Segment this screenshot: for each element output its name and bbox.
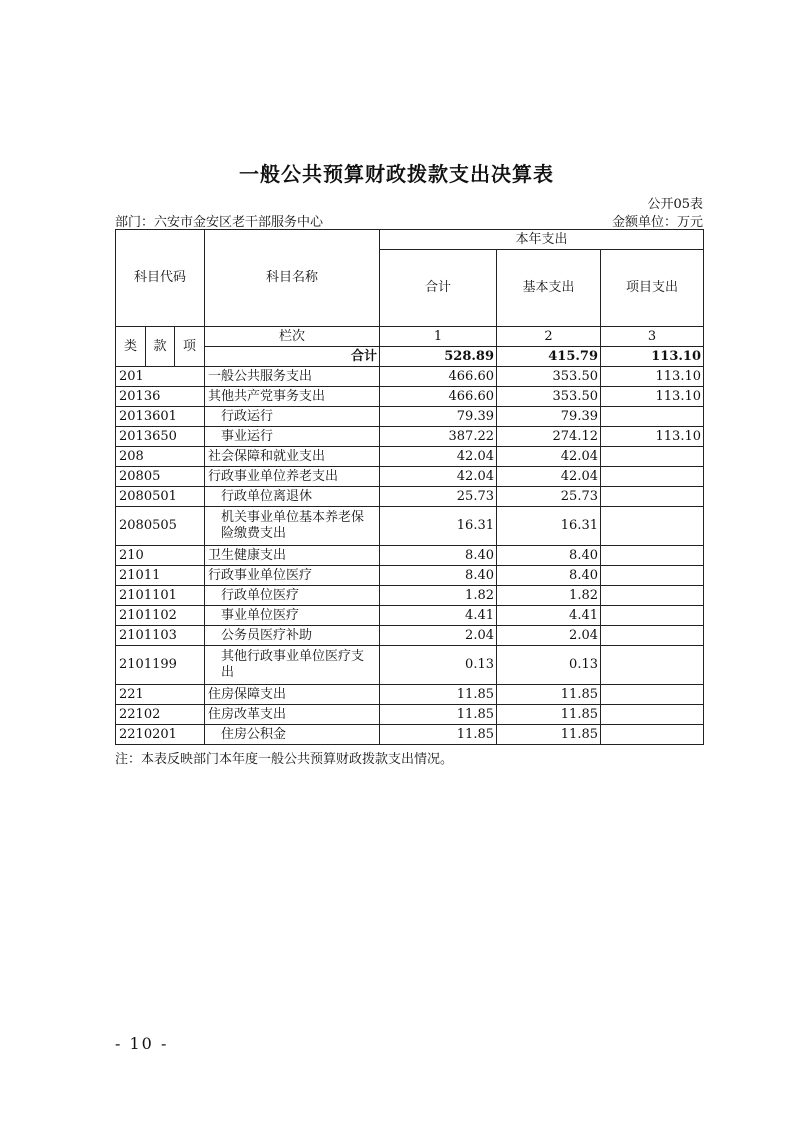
total-cell: 11.85 [380,685,497,705]
basic-expense-cell: 8.40 [497,546,601,566]
subject-code-cell: 21011 [116,566,205,586]
basic-expense-cell: 16.31 [497,507,601,546]
subject-code-cell: 20805 [116,467,205,487]
page-title: 一般公共预算财政拨款支出决算表 [239,162,554,186]
subject-name-cell: 住房改革支出 [205,705,380,725]
subject-name-cell: 行政单位医疗 [205,586,380,606]
subject-name-cell: 一般公共服务支出 [205,367,380,387]
project-expense-cell [601,447,704,467]
subject-code-cell: 210 [116,546,205,566]
subject-name-header: 科目名称 [205,230,380,327]
table-row [116,606,704,626]
project-expense-cell [601,586,704,606]
total-cell: 1.82 [380,586,497,606]
table-row [116,427,704,447]
project-expense-cell [601,507,704,546]
basic-expense-header: 基本支出 [497,250,601,327]
project-expense-cell [601,705,704,725]
total-cell: 25.73 [380,487,497,507]
table-row [116,447,704,467]
expenditure-table [115,229,704,745]
subject-code-cell: 2080501 [116,487,205,507]
total-cell: 387.22 [380,427,497,447]
total-row-total: 528.89 [380,347,497,367]
column-index-2: 2 [497,327,601,347]
total-row [116,347,704,367]
total-cell: 16.31 [380,507,497,546]
subject-code-cell: 22102 [116,705,205,725]
table-row [116,626,704,646]
subject-code-cell: 2080505 [116,507,205,546]
column-index-1: 1 [380,327,497,347]
subject-code-header: 科目代码 [116,230,205,327]
subject-name-cell: 事业单位医疗 [205,606,380,626]
subject-code-cell: 20136 [116,387,205,407]
subject-code-cell: 221 [116,685,205,705]
basic-expense-cell: 274.12 [497,427,601,447]
total-cell: 11.85 [380,705,497,725]
subject-name-cell: 住房保障支出 [205,685,380,705]
basic-expense-cell: 42.04 [497,467,601,487]
total-row-project: 113.10 [601,347,704,367]
page-number: - 10 - [115,1034,169,1053]
table-row [116,566,704,586]
table-row [116,705,704,725]
basic-expense-cell: 353.50 [497,367,601,387]
total-cell: 42.04 [380,447,497,467]
basic-expense-cell: 11.85 [497,685,601,705]
project-expense-cell [601,646,704,685]
subject-name-cell: 其他共产党事务支出 [205,387,380,407]
basic-expense-cell: 79.39 [497,407,601,427]
project-expense-cell [601,546,704,566]
project-expense-cell [601,487,704,507]
project-expense-cell [601,467,704,487]
table-row [116,586,704,606]
basic-expense-cell: 8.40 [497,566,601,586]
total-cell: 466.60 [380,367,497,387]
basic-expense-cell: 42.04 [497,447,601,467]
subject-code-cell: 2013650 [116,427,205,447]
total-cell: 8.40 [380,566,497,586]
subject-code-cell: 208 [116,447,205,467]
project-expense-cell [601,407,704,427]
table-note: 注：本表反映部门本年度一般公共预算财政拨款支出情况。 [115,752,454,767]
subject-name-cell: 卫生健康支出 [205,546,380,566]
table-row [116,685,704,705]
total-cell: 11.85 [380,725,497,745]
total-header: 合计 [380,250,497,327]
subject-name-cell: 公务员医疗补助 [205,626,380,646]
basic-expense-cell: 11.85 [497,725,601,745]
subject-name-cell: 其他行政事业单位医疗支出 [205,646,380,685]
table-row [116,387,704,407]
project-expense-cell [601,685,704,705]
table-row [116,407,704,427]
total-cell: 42.04 [380,467,497,487]
department-label: 部门：六安市金安区老干部服务中心 [115,215,324,230]
table-row [116,367,704,387]
project-expense-cell [601,626,704,646]
column-index-3: 3 [601,327,704,347]
subject-name-cell: 行政运行 [205,407,380,427]
amount-unit-label: 金额单位：万元 [611,215,703,230]
project-expense-cell: 113.10 [601,387,704,407]
header-row-1 [116,230,704,250]
column-index-label: 栏次 [205,327,380,347]
basic-expense-cell: 2.04 [497,626,601,646]
project-expense-header: 项目支出 [601,250,704,327]
subject-code-cell: 2101103 [116,626,205,646]
project-expense-cell [601,606,704,626]
xiang-header: 项 [175,327,205,367]
subject-name-cell: 行政事业单位养老支出 [205,467,380,487]
project-expense-cell [601,725,704,745]
basic-expense-cell: 25.73 [497,487,601,507]
subject-name-cell: 事业运行 [205,427,380,447]
total-cell: 4.41 [380,606,497,626]
total-row-basic: 415.79 [497,347,601,367]
subject-code-cell: 2101101 [116,586,205,606]
total-cell: 0.13 [380,646,497,685]
basic-expense-cell: 353.50 [497,387,601,407]
subject-code-cell: 2210201 [116,725,205,745]
basic-expense-cell: 4.41 [497,606,601,626]
table-row [116,507,704,546]
lei-header: 类 [116,327,146,367]
basic-expense-cell: 11.85 [497,705,601,725]
subject-code-cell: 201 [116,367,205,387]
project-expense-cell: 113.10 [601,367,704,387]
table-row [116,725,704,745]
kuan-header: 款 [146,327,175,367]
table-row [116,546,704,566]
table-row [116,467,704,487]
form-number: 公开05表 [647,197,703,212]
subject-code-cell: 2101199 [116,646,205,685]
basic-expense-cell: 0.13 [497,646,601,685]
total-cell: 2.04 [380,626,497,646]
year-expense-header: 本年支出 [380,230,704,250]
subject-code-cell: 2101102 [116,606,205,626]
subject-name-cell: 住房公积金 [205,725,380,745]
subject-code-cell: 2013601 [116,407,205,427]
total-cell: 466.60 [380,387,497,407]
total-cell: 79.39 [380,407,497,427]
project-expense-cell [601,566,704,586]
basic-expense-cell: 1.82 [497,586,601,606]
total-row-label: 合计 [205,347,380,367]
subject-name-cell: 机关事业单位基本养老保险缴费支出 [205,507,380,546]
subject-name-cell: 行政事业单位医疗 [205,566,380,586]
table-row [116,646,704,685]
project-expense-cell: 113.10 [601,427,704,447]
subject-name-cell: 社会保障和就业支出 [205,447,380,467]
subject-name-cell: 行政单位离退休 [205,487,380,507]
table-row [116,487,704,507]
total-cell: 8.40 [380,546,497,566]
header-row-3 [116,327,704,347]
